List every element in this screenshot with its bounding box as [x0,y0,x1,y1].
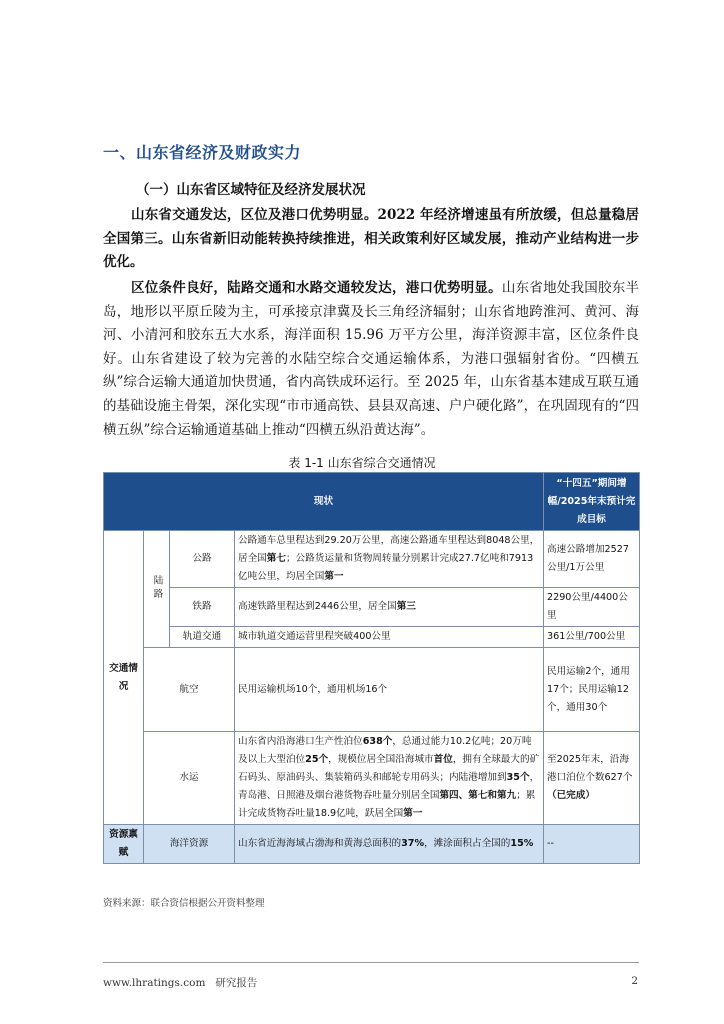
status-cell [235,732,544,825]
header-status: 现状 [104,473,544,531]
source-note: 资料来源：联合资信根据公开资料整理 [103,898,265,909]
status-cell [235,825,544,864]
cell-text: ，拥有全球最大的矿石码头、原油码头、集装箱码头和邮轮专用码头；内陆港增加到 [238,754,540,783]
table-row [104,648,640,732]
group-land: 陆路 [144,531,170,648]
section-title: 一、山东省经济及财政实力 [103,143,302,162]
cell-text: ，青岛港、日照港及烟台港货物吞吐量分别居全国 [238,772,540,801]
emphasis-text: 首位 [433,754,453,765]
page-number: 2 [631,975,638,987]
cell-text: ；累计完成货物吞吐量18.9亿吨，跃居全国 [238,790,536,819]
emphasis-text: 35个 [506,772,530,783]
table-row [104,588,640,627]
footer-left [103,975,257,990]
status-cell [235,627,544,648]
emphasis-text: 638个 [362,736,393,747]
target-cell: 2290公里/4400公里 [544,588,640,627]
footer-label: 研究报告 [215,977,258,989]
table-row [104,732,640,825]
item-cell: 铁路 [170,588,235,627]
emphasis-text: 25个 [305,754,329,765]
cell-text: 城市轨道交通运营里程突破400公里 [238,631,391,642]
subsection-title: （一）山东省区域特征及经济发展状况 [136,182,366,198]
location-paragraph-body: 山东省地处我国胶东半岛，地形以平原丘陵为主，可承接京津冀及长三角经济辐射；山东省地跨淮河、黄河、海河、小清河和胶东五大水系，海洋面积 15.96 万平方公里，海洋资源丰富，区位条件良好。山东省建设了较为完善的水陆空综合交通运输体系，为港口强辐射省份。“四横五纵”综合运输大通道加快贯通，省内高铁成环运行。至 2025 年，山东省基本建成互联互通的基础设施主骨架，深化实现“市市通高铁、县县双高速、户户硬化路”，在巩固现有的“四横五纵”综合运输通道基础上推动“四横五纵沿黄达海”。 [103,280,640,438]
location-paragraph [103,277,639,442]
summary-paragraph: 山东省交通发达，区位及港口优势明显。2022 年经济增速虽有所放缓，但总量稳居全国第三。山东省新旧动能转换持续推进，相关政策利好区域发展，推动产业结构进一步优化。 [103,207,639,271]
emphasis-text: 第一 [403,808,423,819]
cell-text: 民用运输机场10个，通用机场16个 [238,683,388,695]
target-cell: -- [544,825,640,864]
emphasis-text: （已完成） [547,790,595,801]
transport-table [103,472,640,864]
item-cell: 海洋资源 [144,825,235,864]
target-cell: 高速公路增加2527公里/1万公里 [544,531,640,588]
table-header-row [104,473,640,531]
cell-text: 山东省内沿海港口生产性泊位 [238,736,363,747]
cell-text: 高速铁路里程达到2446公里，居全国 [238,601,397,612]
footer-divider [103,962,639,963]
target-cell: 民用运输2个，通用17个；民用运输12个，通用30个 [544,648,640,732]
item-cell: 公路 [170,531,235,588]
item-cell: 航空 [144,648,235,732]
cell-text: ，总通过能力10.2亿吨；20万吨及以上大型泊位 [238,736,532,765]
status-cell [235,648,544,732]
cell-text: ；公路货运量和货物周转量分别累计完成27.7亿吨和7913亿吨公里，均居全国 [238,553,534,582]
cell-text: 山东省近海海域占渤海和黄海总面积的 [238,838,402,849]
cell-text: 至2025年末，沿海港口泊位个数627个 [547,754,633,783]
emphasis-text: 37% [401,838,425,849]
target-cell: 361公里/700公里 [544,627,640,648]
cell-text: 公路通车总里程达到29.20万公里，高速公路通车里程达到8048公里，居全国 [238,535,540,564]
emphasis-text: 第七 [266,553,286,564]
item-cell: 轨道交通 [170,627,235,648]
location-paragraph-lead: 区位条件良好，陆路交通和水路交通较发达，港口优势明显。 [131,280,502,296]
emphasis-text: 第四、第七和第九 [439,790,517,801]
emphasis-text: 第一 [324,571,344,582]
cell-text: ，滩涂面积占全国的 [424,838,511,849]
header-target: “十四五”期间增幅/2025年末预计完成目标 [544,473,640,531]
status-cell [235,531,544,588]
table-caption: 表 1-1 山东省综合交通情况 [288,456,436,470]
emphasis-text: 第三 [396,601,416,612]
footer-site-link[interactable]: www.lhratings.com [103,977,206,989]
item-cell: 水运 [144,732,235,825]
emphasis-text: 15% [510,838,534,849]
table-row [104,531,640,588]
target-cell [544,732,640,825]
status-cell [235,588,544,627]
table-row [104,627,640,648]
group-resource: 资源禀赋 [104,825,144,864]
group-transport: 交通情况 [104,531,144,825]
table-row-resource [104,825,640,864]
cell-text: ，规模位居全国沿海城市 [328,754,434,765]
